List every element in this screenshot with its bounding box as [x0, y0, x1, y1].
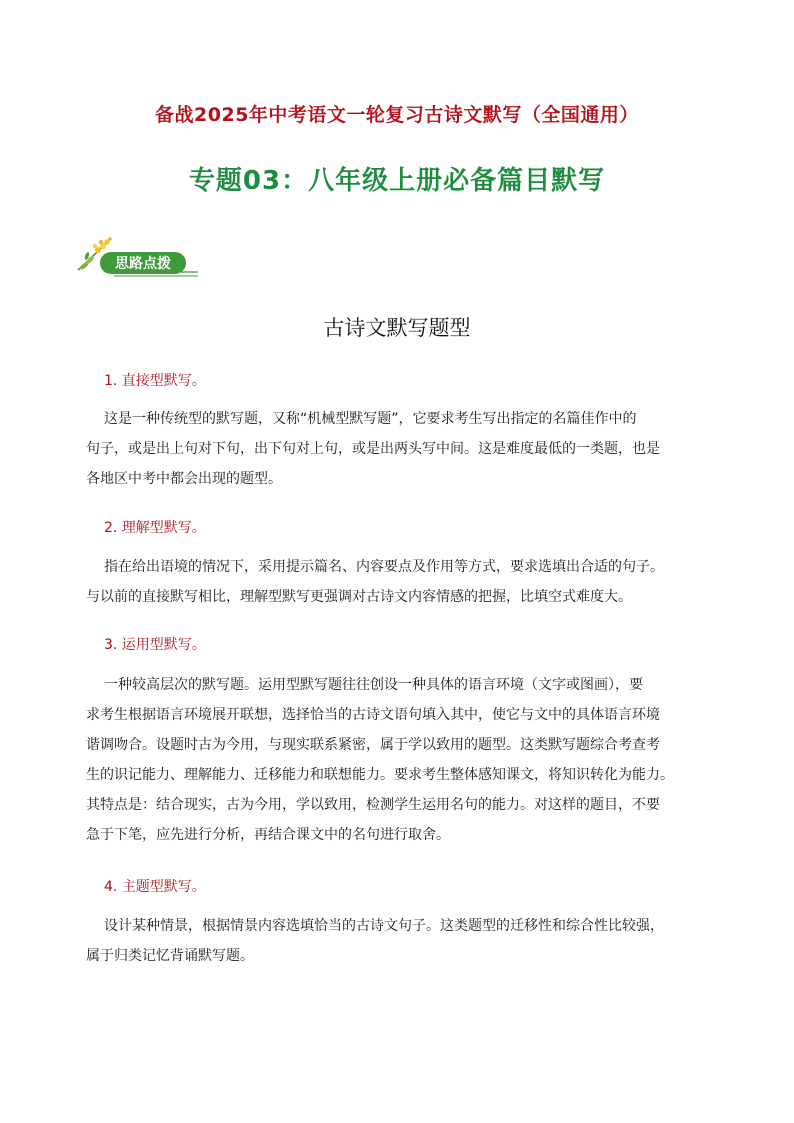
- paragraph-line: 这是一种传统型的默写题，又称“机械型默写题”，它要求考生写出指定的名篇佳作中的: [104, 411, 637, 427]
- item-paragraph-theme: [86, 911, 720, 971]
- paragraph-line: 属于归类记忆背诵默写题。: [86, 948, 254, 964]
- paragraph-line: 指在给出语境的情况下，采用提示篇名、内容要点及作用等方式，要求选填出合适的句子。: [104, 559, 664, 575]
- paragraph-line: 与以前的直接默写相比，理解型默写更强调对古诗文内容情感的把握，比填空式难度大。: [86, 589, 632, 605]
- item-paragraph-understanding: [86, 552, 720, 612]
- item-paragraph-direct: [86, 404, 720, 494]
- paragraph-line: 各地区中考中都会出现的题型。: [86, 471, 282, 487]
- paragraph-line: 句子，或是出上句对下句，出下句对上句，或是出两头写中间。这是难度最低的一类题，也是: [86, 441, 660, 457]
- paragraph-line: 一种较高层次的默写题。运用型默写题往往创设一种具体的语言环境（文字或图画），要: [104, 677, 643, 693]
- item-heading-theme: 4. 主题型默写。: [104, 879, 206, 895]
- item-heading-application: 3. 运用型默写。: [104, 637, 206, 653]
- item-heading-direct: 1. 直接型默写。: [104, 373, 206, 389]
- item-heading-understanding: 2. 理解型默写。: [104, 520, 206, 536]
- badge-label: 思路点拨: [115, 256, 171, 272]
- thinking-tips-badge: [74, 236, 204, 280]
- paragraph-line: 设计某种情景，根据情景内容选填恰当的古诗文句子。这类题型的迁移性和综合性比较强，: [104, 918, 664, 934]
- main-title: 备战2025年中考语文一轮复习古诗文默写（全国通用）: [155, 104, 639, 126]
- paragraph-line: 求考生根据语言环境展开联想，选择恰当的古诗文语句填入其中，使它与文中的具体语言环境: [86, 707, 660, 723]
- paragraph-line: 急于下笔，应先进行分析，再结合课文中的名句进行取舍。: [86, 827, 450, 843]
- paragraph-line: 生的识记能力、理解能力、迁移能力和联想能力。要求考生整体感知课文，将知识转化为能力。: [86, 767, 674, 783]
- section-title: 古诗文默写题型: [323, 316, 471, 340]
- item-paragraph-application: [86, 670, 720, 850]
- sub-title: 专题03：八年级上册必备篇目默写: [188, 166, 606, 196]
- paragraph-line: 其特点是：结合现实，古为今用，学以致用，检测学生运用名句的能力。对这样的题目，不要: [86, 797, 660, 813]
- paragraph-line: 谐调吻合。设题时古为今用，与现实联系紧密，属于学以致用的题型。这类默写题综合考查考: [86, 737, 660, 753]
